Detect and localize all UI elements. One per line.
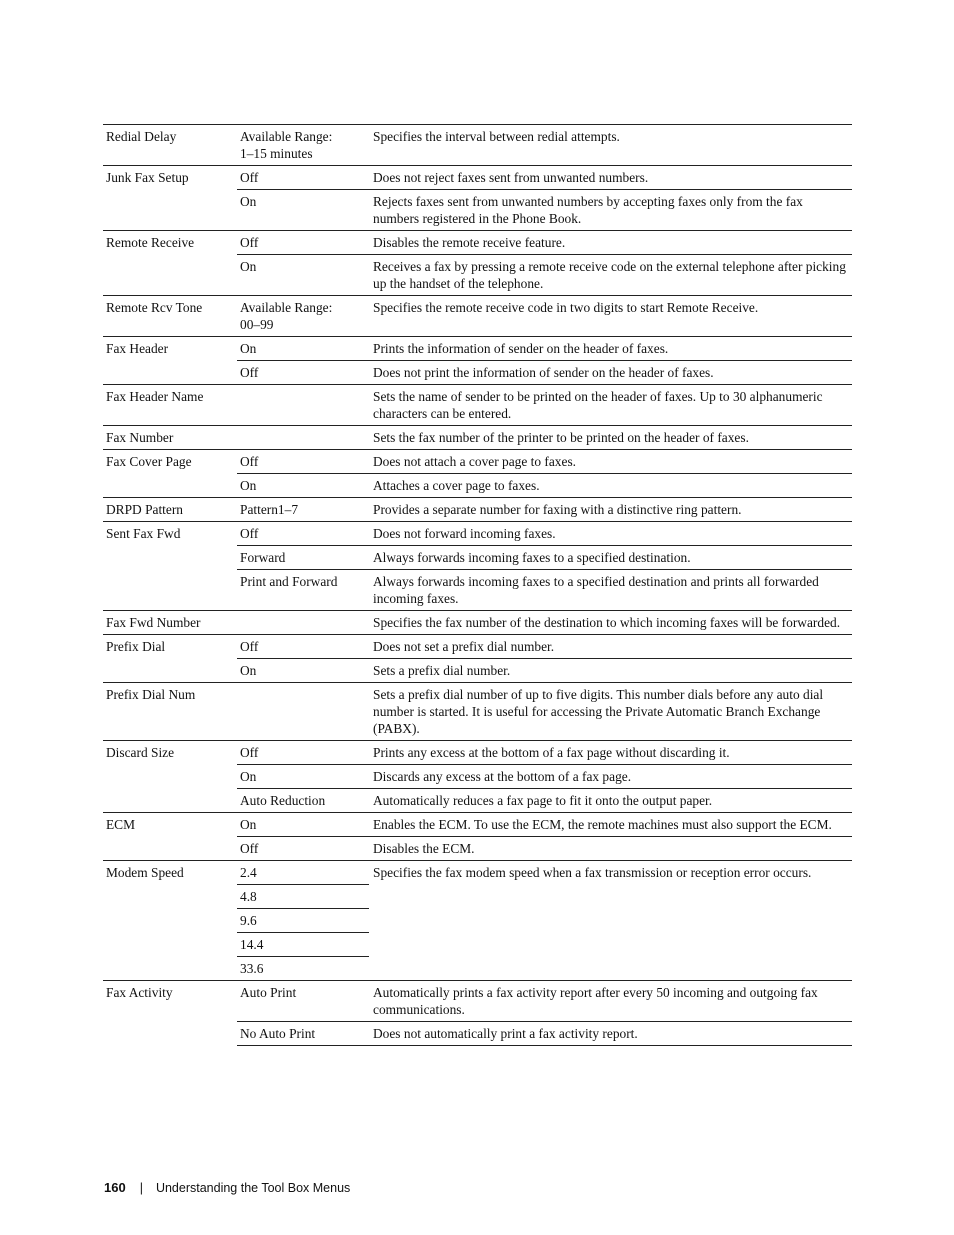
setting-name-cell: Sent Fax Fwd: [103, 522, 237, 546]
option-cell: 14.4: [237, 933, 369, 957]
option-cell: Pattern1–7: [237, 498, 369, 522]
option-cell: Available Range: 1–15 minutes: [237, 125, 369, 166]
table-row: [103, 546, 852, 570]
description-cell: Prints any excess at the bottom of a fax page without discarding it.: [369, 741, 852, 765]
setting-name-cell: [103, 789, 237, 813]
setting-name-cell: Modem Speed: [103, 861, 237, 885]
description-cell: Does not forward incoming faxes.: [369, 522, 852, 546]
option-cell: Available Range: 00–99: [237, 296, 369, 337]
description-cell: Enables the ECM. To use the ECM, the remote machines must also support the ECM.: [369, 813, 852, 837]
setting-name-cell: DRPD Pattern: [103, 498, 237, 522]
table-row: [103, 741, 852, 765]
option-cell: Off: [237, 522, 369, 546]
table-row: [103, 659, 852, 683]
option-cell: On: [237, 765, 369, 789]
setting-name-cell: [103, 909, 237, 933]
table-row: [103, 474, 852, 498]
option-cell: 9.6: [237, 909, 369, 933]
table-row: [103, 426, 852, 450]
description-cell: Receives a fax by pressing a remote receive code on the external telephone after picking up the handset of the telephone.: [369, 255, 852, 296]
option-cell: Print and Forward: [237, 570, 369, 611]
setting-name-cell: [103, 837, 237, 861]
option-cell: 4.8: [237, 885, 369, 909]
setting-name-cell: [103, 190, 237, 231]
description-cell: Does not print the information of sender on the header of faxes.: [369, 361, 852, 385]
table-row: [103, 981, 852, 1022]
description-cell: Discards any excess at the bottom of a fax page.: [369, 765, 852, 789]
option-cell: [237, 385, 369, 426]
table-row: [103, 813, 852, 837]
table-row: [103, 231, 852, 255]
description-cell: Sets a prefix dial number of up to five digits. This number dials before any auto dial number is started. It is useful for accessing the Private Automatic Branch Exchange (PABX).: [369, 683, 852, 741]
table-row: [103, 837, 852, 861]
table-row: [103, 765, 852, 789]
description-cell: Always forwards incoming faxes to a specified destination and prints all forwarded incoming faxes.: [369, 570, 852, 611]
table-row: [103, 125, 852, 166]
setting-name-cell: Remote Rcv Tone: [103, 296, 237, 337]
setting-name-cell: [103, 765, 237, 789]
description-cell: Always forwards incoming faxes to a specified destination.: [369, 546, 852, 570]
table-row: [103, 789, 852, 813]
description-cell: Does not reject faxes sent from unwanted numbers.: [369, 166, 852, 190]
table-row: [103, 190, 852, 231]
description-cell: Specifies the fax modem speed when a fax transmission or reception error occurs.: [369, 861, 852, 981]
setting-name-cell: Fax Fwd Number: [103, 611, 237, 635]
table-row: [103, 498, 852, 522]
description-cell: Does not set a prefix dial number.: [369, 635, 852, 659]
option-cell: On: [237, 813, 369, 837]
option-cell: 33.6: [237, 957, 369, 981]
option-cell: Off: [237, 450, 369, 474]
setting-name-cell: [103, 546, 237, 570]
table-row: [103, 296, 852, 337]
description-cell: Disables the ECM.: [369, 837, 852, 861]
option-cell: No Auto Print: [237, 1022, 369, 1046]
setting-name-cell: Prefix Dial Num: [103, 683, 237, 741]
setting-name-cell: [103, 1022, 237, 1046]
table-row: [103, 166, 852, 190]
description-cell: Disables the remote receive feature.: [369, 231, 852, 255]
setting-name-cell: Fax Cover Page: [103, 450, 237, 474]
page-footer: [104, 1180, 350, 1195]
setting-name-cell: Prefix Dial: [103, 635, 237, 659]
table-row: [103, 255, 852, 296]
setting-name-cell: [103, 659, 237, 683]
setting-name-cell: [103, 885, 237, 909]
option-cell: On: [237, 474, 369, 498]
option-cell: On: [237, 659, 369, 683]
setting-name-cell: [103, 933, 237, 957]
option-cell: [237, 426, 369, 450]
description-cell: Sets the name of sender to be printed on the header of faxes. Up to 30 alphanumeric characters can be entered.: [369, 385, 852, 426]
description-cell: Specifies the interval between redial attempts.: [369, 125, 852, 166]
setting-name-cell: [103, 957, 237, 981]
option-cell: On: [237, 337, 369, 361]
option-cell: Auto Print: [237, 981, 369, 1022]
option-cell: On: [237, 255, 369, 296]
option-cell: Off: [237, 837, 369, 861]
table-row: [103, 1022, 852, 1046]
table-row: [103, 337, 852, 361]
setting-name-cell: Redial Delay: [103, 125, 237, 166]
description-cell: Specifies the remote receive code in two digits to start Remote Receive.: [369, 296, 852, 337]
setting-name-cell: Fax Number: [103, 426, 237, 450]
table-row: [103, 522, 852, 546]
setting-name-cell: Fax Header Name: [103, 385, 237, 426]
option-cell: Off: [237, 361, 369, 385]
option-cell: Off: [237, 741, 369, 765]
setting-name-cell: [103, 255, 237, 296]
setting-name-cell: Remote Receive: [103, 231, 237, 255]
table-row: [103, 683, 852, 741]
description-cell: Does not automatically print a fax activity report.: [369, 1022, 852, 1046]
table-row: [103, 361, 852, 385]
description-cell: Sets a prefix dial number.: [369, 659, 852, 683]
fax-settings-table-body: [103, 125, 852, 1046]
description-cell: Automatically reduces a fax page to fit it onto the output paper.: [369, 789, 852, 813]
option-cell: 2.4: [237, 861, 369, 885]
option-cell: Auto Reduction: [237, 789, 369, 813]
description-cell: Sets the fax number of the printer to be printed on the header of faxes.: [369, 426, 852, 450]
description-cell: Rejects faxes sent from unwanted numbers by accepting faxes only from the fax numbers registered in the Phone Book.: [369, 190, 852, 231]
setting-name-cell: [103, 474, 237, 498]
option-cell: [237, 611, 369, 635]
option-cell: [237, 683, 369, 741]
description-cell: Provides a separate number for faxing with a distinctive ring pattern.: [369, 498, 852, 522]
setting-name-cell: ECM: [103, 813, 237, 837]
option-cell: Off: [237, 231, 369, 255]
table-row: [103, 450, 852, 474]
option-cell: Forward: [237, 546, 369, 570]
description-cell: Attaches a cover page to faxes.: [369, 474, 852, 498]
description-cell: Specifies the fax number of the destination to which incoming faxes will be forwarded.: [369, 611, 852, 635]
description-cell: Prints the information of sender on the header of faxes.: [369, 337, 852, 361]
setting-name-cell: Discard Size: [103, 741, 237, 765]
footer-section-title: Understanding the Tool Box Menus: [155, 1181, 351, 1195]
table-row: [103, 570, 852, 611]
option-cell: Off: [237, 635, 369, 659]
option-cell: On: [237, 190, 369, 231]
setting-name-cell: Fax Activity: [103, 981, 237, 1022]
table-row: [103, 385, 852, 426]
description-cell: Automatically prints a fax activity report after every 50 incoming and outgoing fax communications.: [369, 981, 852, 1022]
table-row: [103, 861, 852, 885]
table-row: [103, 611, 852, 635]
table-row: [103, 635, 852, 659]
footer-separator: |: [139, 1181, 143, 1195]
fax-settings-table: [103, 124, 852, 1046]
setting-name-cell: [103, 570, 237, 611]
page-number: 160: [104, 1180, 126, 1195]
setting-name-cell: [103, 361, 237, 385]
option-cell: Off: [237, 166, 369, 190]
setting-name-cell: Fax Header: [103, 337, 237, 361]
description-cell: Does not attach a cover page to faxes.: [369, 450, 852, 474]
setting-name-cell: Junk Fax Setup: [103, 166, 237, 190]
